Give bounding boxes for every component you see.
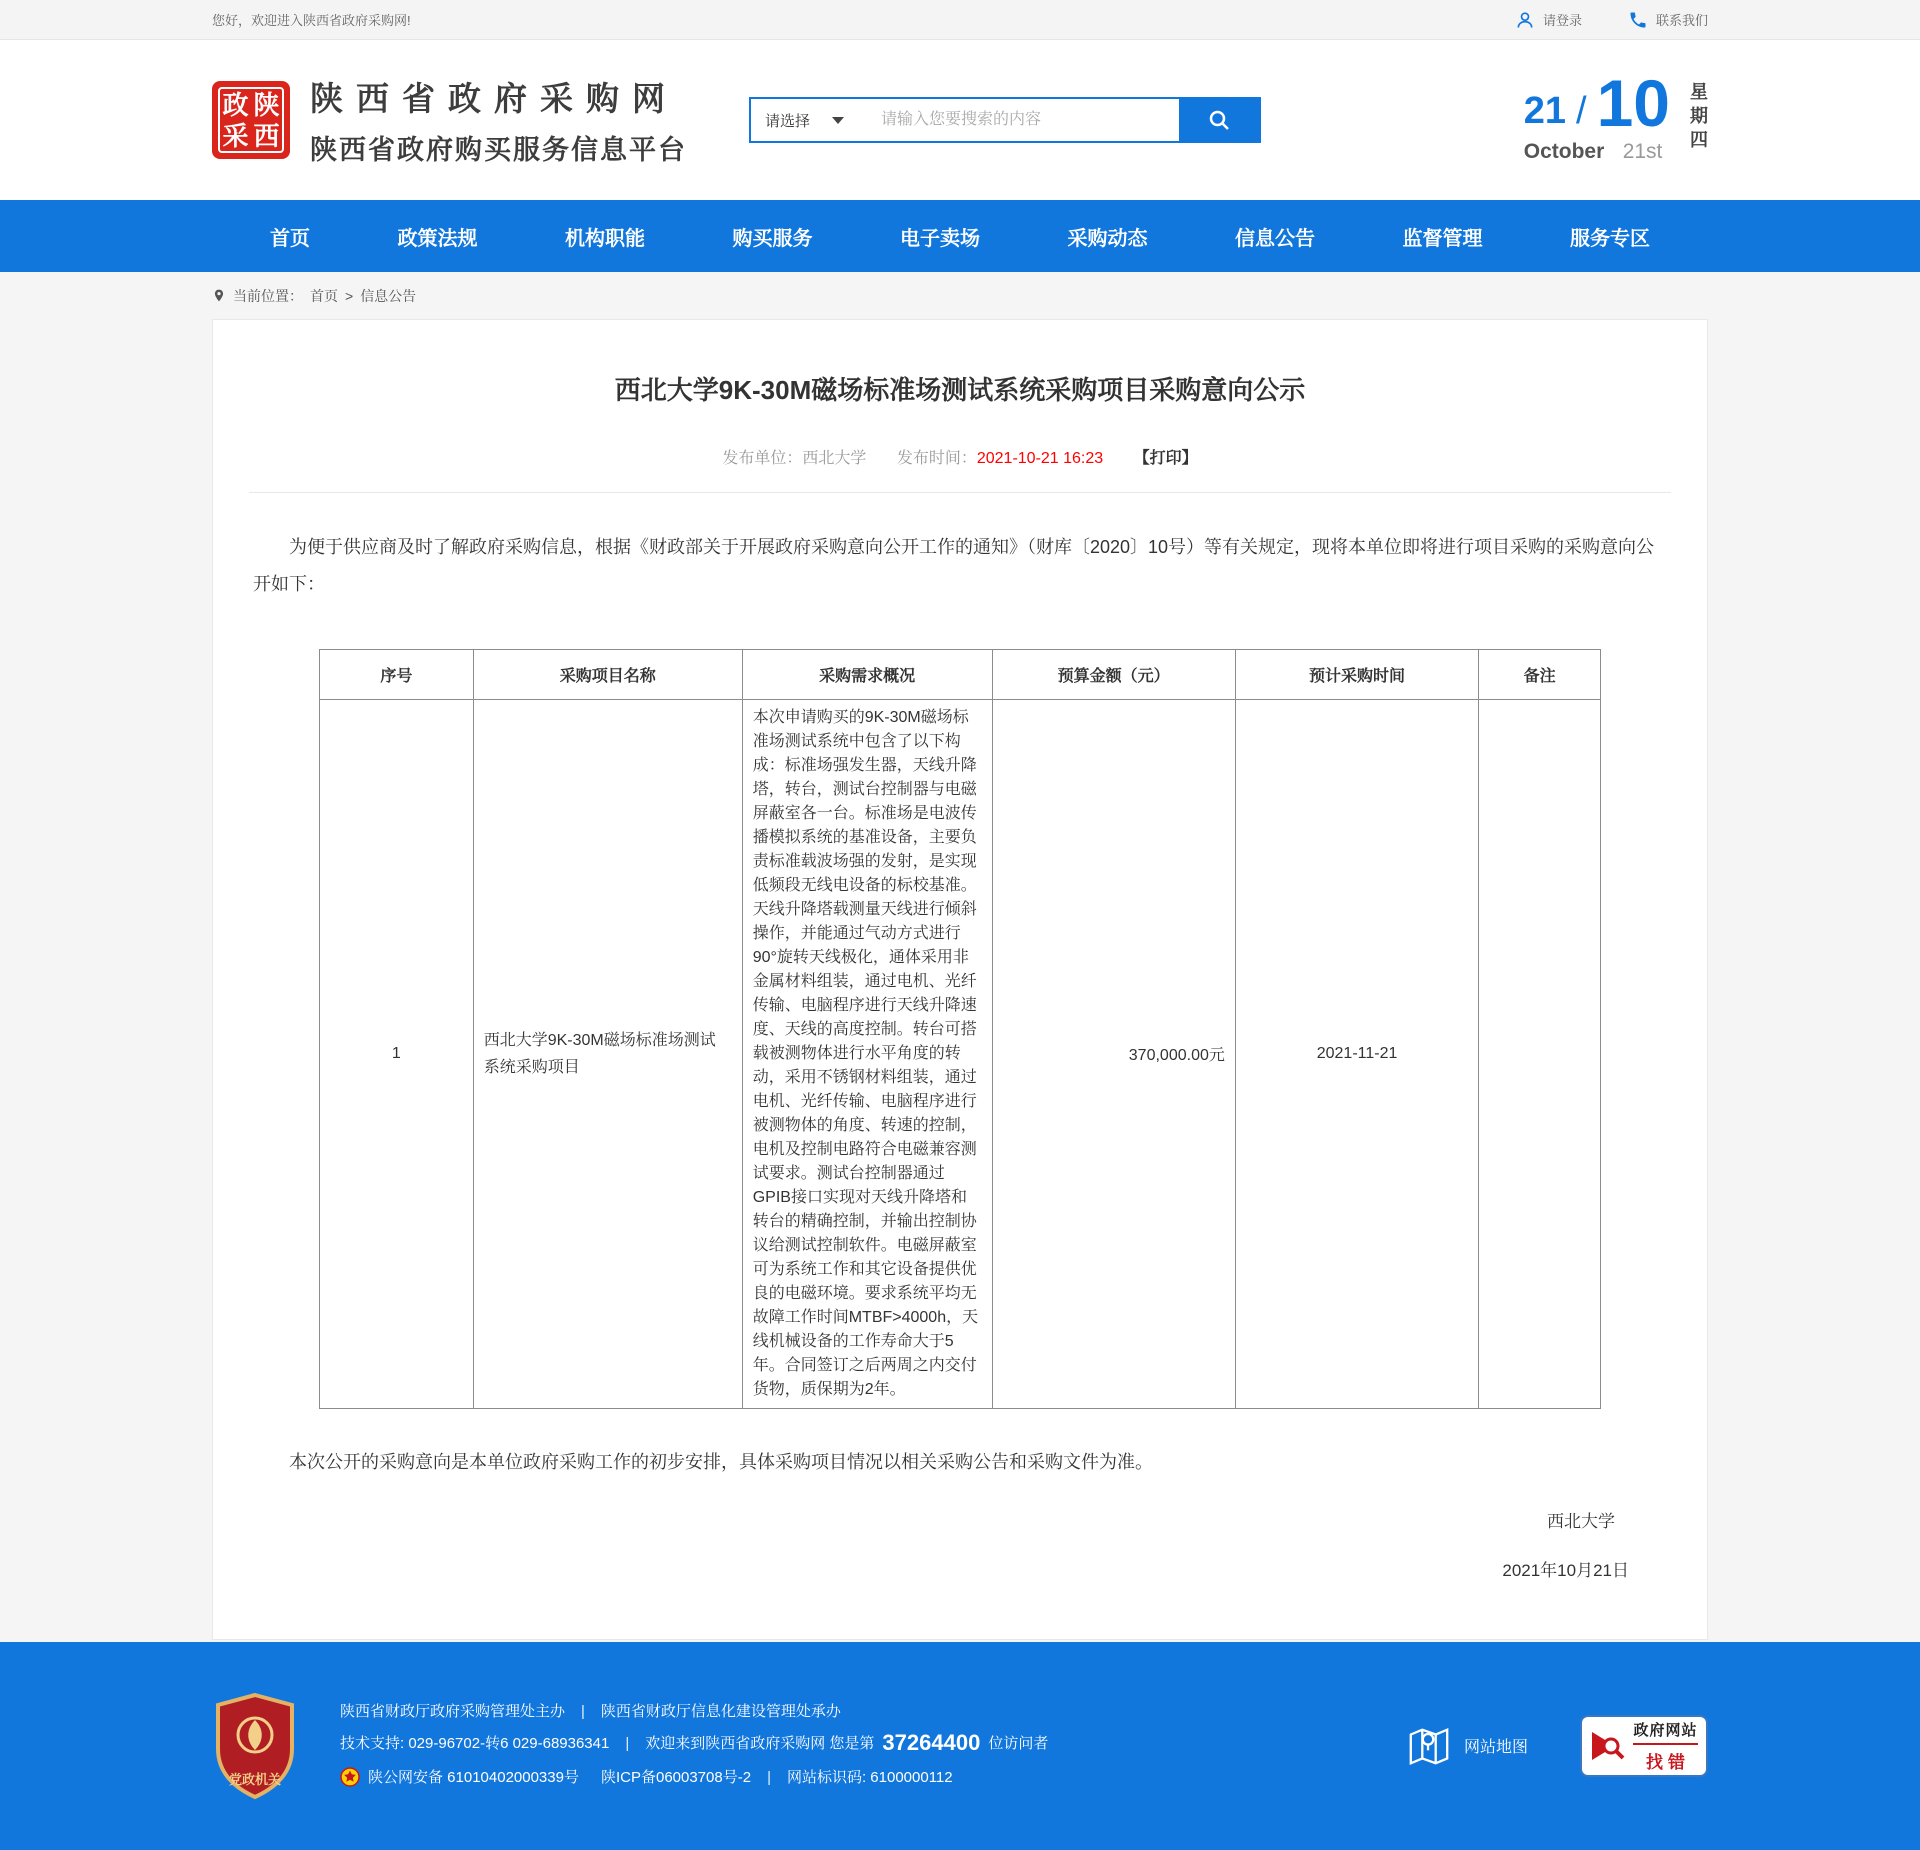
- col-note: 备注: [1479, 649, 1601, 699]
- site-header: [0, 40, 1920, 200]
- footer-co-organizer[interactable]: 陕西省财政厅信息化建设管理处承办: [600, 1703, 841, 1721]
- weekday-char: 期: [1690, 105, 1708, 126]
- site-subtitle: 陕西省政府购买服务信息平台: [310, 135, 687, 165]
- footer-beian[interactable]: 陕公网安备 61010402000339号: [368, 1768, 579, 1786]
- cell-requirement-summary: 本次申请购买的9K-30M磁场标准场测试系统中包含了以下构成：标准场强发生器，天线升降塔，转台，测试台控制器与电磁屏蔽室各一台。标准场是电波传播模拟系统的基准设备，主要负责标准载波场强的发射，是实现低频段无线电设备的标校基准。天线升降塔载测量天线进行倾斜操作，并能通过气动方式进行90°旋转天线极化，通体采用非金属材料组装，通过电机、光纤传输、电脑程序进行天线升降速度、天线的高度控制。转台可搭载被测物体进行水平角度的转动，采用不锈钢材料组装，通过电机、光纤传输、电脑程序进行被测物体的角度、转速的控制，电机及控制电路符合电磁兼容测试要求。测试台控制器通过GPIB接口实现对天线升降塔和转台的精确控制，并输出控制协议给测试控制软件。电磁屏蔽室可为系统工作和其它设备提供优良的电磁环境。要求系统平均无故障工作时间MTBF>4000h，天线机械设备的工作寿命大于5年。合同签订之后两周之内交付货物，质保期为2年。: [742, 699, 992, 1408]
- nav-item-emall[interactable]: 电子卖场: [900, 227, 980, 250]
- badge-title: 政府网站: [1633, 1719, 1697, 1745]
- topbar: [0, 0, 1920, 40]
- nav-item-service-zone[interactable]: 服务专区: [1570, 227, 1650, 250]
- search-button[interactable]: [1179, 99, 1259, 141]
- footer-organizer[interactable]: 陕西省财政厅政府采购管理处主办: [340, 1703, 566, 1721]
- footer-line-1: [340, 1704, 1048, 1719]
- login-link[interactable]: [1515, 10, 1582, 30]
- date-day: 21: [1523, 90, 1567, 133]
- date-slash: /: [1576, 90, 1587, 133]
- sitemap-link[interactable]: [1406, 1723, 1528, 1769]
- location-pin-icon: [212, 287, 226, 304]
- login-label: 请登录: [1542, 13, 1582, 28]
- search-box: [749, 97, 1261, 143]
- breadcrumb-label: 当前位置：: [233, 287, 303, 304]
- table-row: [320, 699, 1601, 1408]
- caret-down-icon: [832, 117, 844, 124]
- col-summary: 采购需求概况: [742, 649, 992, 699]
- breadcrumb-separator: >: [345, 287, 354, 304]
- visitor-count: 37264400: [882, 1730, 981, 1756]
- footer-welcome: 欢迎来到陕西省政府采购网 您是第: [645, 1734, 875, 1752]
- magnifier-flag-icon: [1590, 1728, 1626, 1764]
- cell-note: [1479, 699, 1601, 1408]
- footer-separator: |: [625, 1734, 630, 1752]
- date-month-name: October: [1523, 140, 1605, 164]
- announcement-card: [212, 319, 1708, 1640]
- site-logo[interactable]: [212, 81, 290, 159]
- divider: [249, 492, 1671, 493]
- publish-time-label: 发布时间：: [896, 450, 977, 467]
- footer-line-3: [340, 1767, 1048, 1787]
- map-icon: [1406, 1723, 1452, 1769]
- badge-subtitle: 找错: [1645, 1752, 1690, 1772]
- footer-visitor-suffix: 位访问者: [988, 1734, 1049, 1752]
- main-nav: [0, 200, 1920, 272]
- page-title: 西北大学9K-30M磁场标准场测试系统采购项目采购意向公示: [614, 375, 1306, 405]
- welcome-message: 您好，欢迎进入陕西省政府采购网!: [212, 13, 411, 28]
- emblem-text: 党政机关: [228, 1771, 282, 1787]
- footer-separator: |: [767, 1768, 771, 1786]
- search-category-label: 请选择: [765, 112, 811, 130]
- col-time: 预计采购时间: [1235, 649, 1478, 699]
- footer-tech-support: 技术支持: 029-96702-转6 029-68936341: [340, 1734, 610, 1752]
- breadcrumb-home-link[interactable]: 首页: [310, 287, 338, 304]
- publisher-name: 西北大学: [802, 450, 867, 467]
- publish-info-row: [213, 445, 1707, 468]
- date-ordinal: 21st: [1622, 140, 1663, 164]
- footer-line-2: [340, 1732, 1048, 1754]
- breadcrumb: [0, 272, 1920, 319]
- public-security-badge-icon: [340, 1767, 360, 1787]
- contact-link[interactable]: [1628, 10, 1708, 30]
- col-name: 采购项目名称: [473, 649, 742, 699]
- contact-label: 联系我们: [1655, 13, 1708, 28]
- intro-paragraph: 为便于供应商及时了解政府采购信息，根据《财政部关于开展政府采购意向公开工作的通知》（财库〔2020〕10号）等有关规定，现将本单位即将进行项目采购的采购意向公开如下：: [253, 537, 1655, 594]
- nav-item-home[interactable]: 首页: [270, 227, 310, 250]
- search-category-select[interactable]: [751, 99, 871, 141]
- search-input[interactable]: [871, 99, 1179, 141]
- cell-seq: 1: [320, 699, 474, 1408]
- nav-item-procurement-news[interactable]: 采购动态: [1067, 227, 1148, 250]
- error-report-badge[interactable]: [1580, 1715, 1708, 1777]
- nav-item-policy[interactable]: 政策法规: [397, 227, 478, 250]
- footer: [0, 1642, 1920, 1850]
- weekday-char: 四: [1690, 129, 1708, 150]
- signature-date: 2021年10月21日: [1502, 1560, 1629, 1580]
- col-budget: 预算金额（元）: [992, 649, 1235, 699]
- logo-char: 陕: [253, 89, 280, 120]
- footer-icp[interactable]: 陕ICP备06003708号-2: [600, 1768, 752, 1786]
- weekday-char: 星: [1690, 81, 1708, 102]
- date-widget: [1523, 65, 1708, 164]
- logo-char: 政: [222, 89, 249, 120]
- nav-item-supervision[interactable]: 监督管理: [1402, 227, 1483, 250]
- closing-paragraph: 本次公开的采购意向是本单位政府采购工作的初步安排，具体采购项目情况以相关采购公告和采购文件为准。: [289, 1451, 1153, 1472]
- user-icon: [1515, 10, 1535, 30]
- date-weekday: [1690, 76, 1708, 164]
- table-header-row: [320, 649, 1601, 699]
- cell-project-name: 西北大学9K-30M磁场标准场测试系统采购项目: [473, 699, 742, 1408]
- procurement-table: [319, 649, 1601, 1409]
- publish-time: 2021-10-21 16:23: [976, 450, 1104, 467]
- nav-item-announcements[interactable]: 信息公告: [1235, 227, 1315, 250]
- gov-emblem-icon: [212, 1692, 298, 1800]
- cell-budget: 370,000.00元: [992, 699, 1235, 1408]
- search-icon: [1207, 108, 1231, 132]
- footer-site-code: 网站标识码: 6100000112: [786, 1768, 953, 1786]
- nav-item-org-duties[interactable]: 机构职能: [565, 227, 645, 250]
- site-name: 陕西省政府采购网: [310, 80, 678, 117]
- date-month: 10: [1596, 65, 1670, 140]
- publisher-label: 发布单位：: [722, 450, 803, 467]
- print-button[interactable]: 【打印】: [1133, 450, 1198, 467]
- footer-separator: |: [581, 1703, 585, 1721]
- breadcrumb-current[interactable]: 信息公告: [360, 287, 417, 304]
- logo-char: 西: [253, 120, 280, 151]
- signature-org: 西北大学: [1547, 1511, 1615, 1531]
- nav-item-purchase-service[interactable]: 购买服务: [732, 227, 813, 250]
- cell-planned-time: 2021-11-21: [1235, 699, 1478, 1408]
- logo-char: 采: [222, 120, 249, 151]
- phone-icon: [1628, 10, 1648, 30]
- sitemap-label: 网站地图: [1463, 1739, 1528, 1757]
- col-seq: 序号: [320, 649, 474, 699]
